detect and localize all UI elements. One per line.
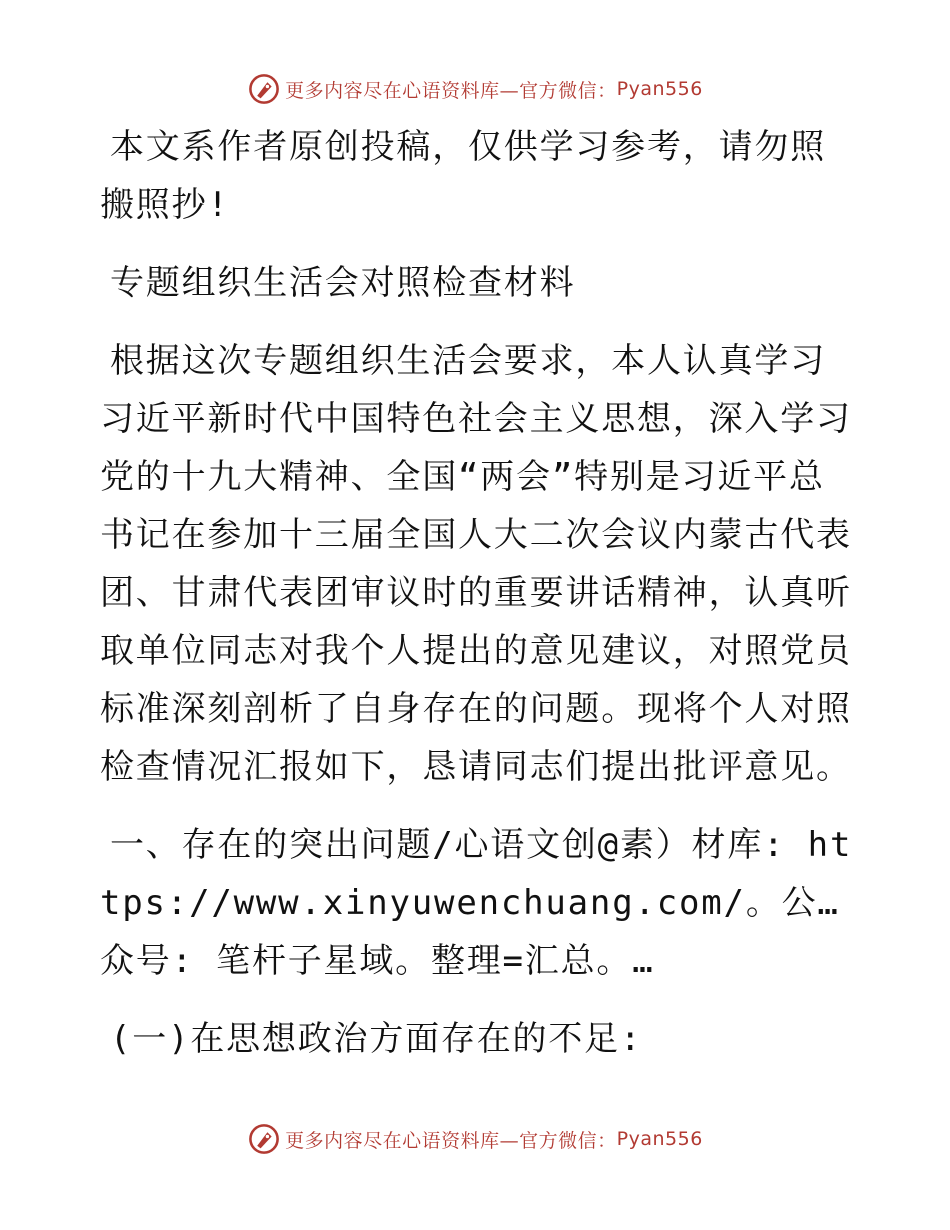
intro-paragraph: 根据这次专题组织生活会要求，本人认真学习习近平新时代中国特色社会主义思想，深入学习党的十九大精神、全国“两会”特别是习近平总书记在参加十三届全国人大二次会议内蒙古代表团、甘肃代表团审议时的重要讲话精神，认真听取单位同志对我个人提出的意见建议，对照党员标准深刻剖析了自身存在的问题。现将个人对照检查情况汇报如下，恳请同志们提出批评意见。 (100, 341, 852, 787)
wechat-id: Pyan556 (616, 78, 703, 100)
document-title: 专题组织生活会对照检查材料 (110, 263, 576, 303)
disclaimer-paragraph: 本文系作者原创投稿，仅供学习参考，请勿照搬照抄! (100, 127, 826, 225)
watermark-text: 更多内容尽在心语资料库—官方微信： (285, 1129, 617, 1152)
footer-watermark (0, 1122, 950, 1156)
pen-nib-logo-icon (247, 1122, 281, 1156)
header-watermark (0, 72, 950, 106)
section-heading-1: 一、存在的突出问题/心语文创@素）材库: https://www.xinyuwenchuang.com/。公…众号: 笔杆子星域。整理=汇总。… (100, 825, 853, 981)
subsection-heading-1: (一)在思想政治方面存在的不足: (110, 1019, 643, 1059)
wechat-id: Pyan556 (616, 1128, 703, 1150)
document-body (100, 118, 860, 1088)
watermark-text: 更多内容尽在心语资料库—官方微信： (285, 79, 617, 102)
pen-nib-logo-icon (247, 72, 281, 106)
